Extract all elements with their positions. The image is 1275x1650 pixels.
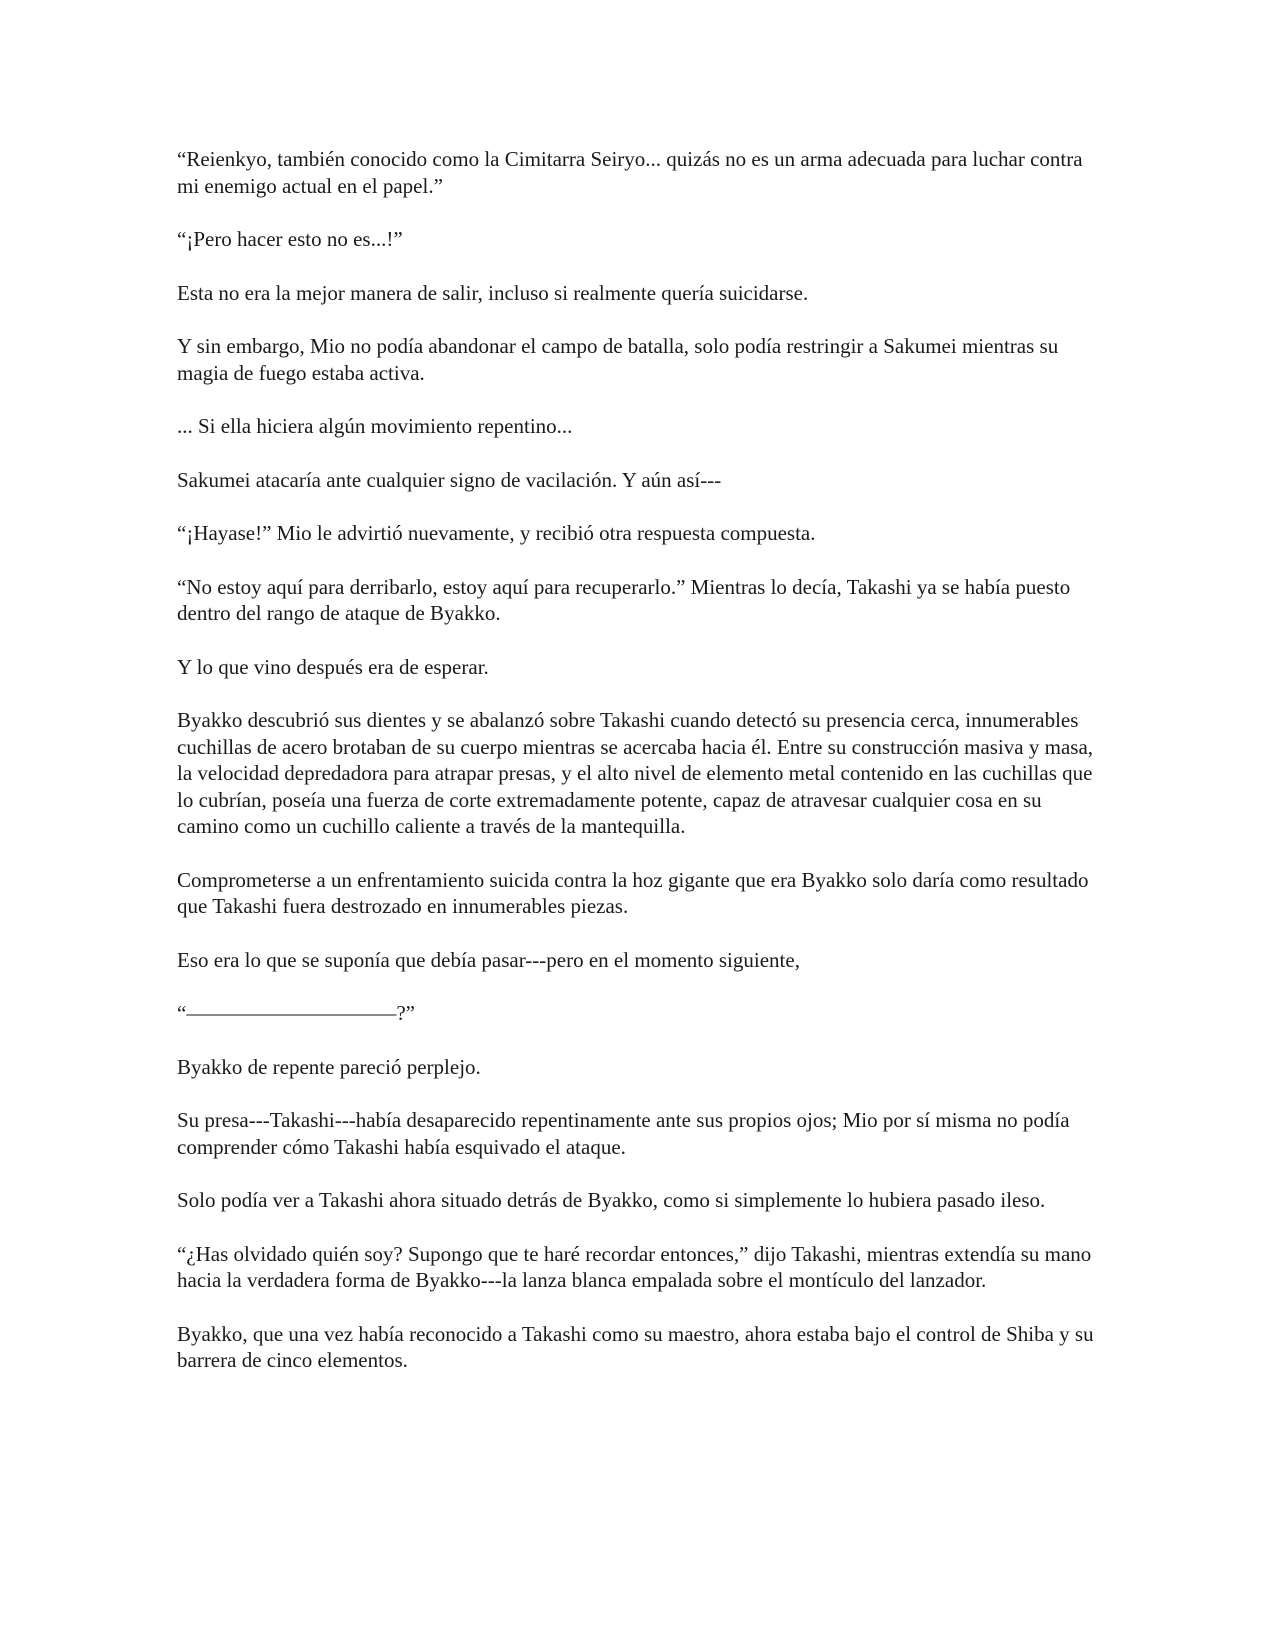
paragraph-12: Eso era lo que se suponía que debía pasar---pero en el momento siguiente, (177, 947, 800, 972)
paragraph-17: “¿Has olvidado quién soy? Supongo que te haré recordar entonces,” dijo Takashi, mientras extendía su mano hacia la verdadera forma de Byakko---la lanza blanca empalada sobre el montículo del lanzador. (177, 1241, 1092, 1292)
paragraph-13: “——————————?” (177, 1001, 415, 1025)
paragraph-11: Comprometerse a un enfrentamiento suicida contra la hoz gigante que era Byakko solo daría como resultado que Takashi fuera destrozado en innumerables piezas. (177, 867, 1089, 918)
paragraph-2: “¡Pero hacer esto no es...!” (177, 227, 403, 251)
paragraph-4: Y sin embargo, Mio no podía abandonar el campo de batalla, solo podía restringir a Sakumei mientras su magia de fuego estaba activa. (177, 334, 1059, 385)
paragraph-7: “¡Hayase!” Mio le advirtió nuevamente, y recibió otra respuesta compuesta. (177, 521, 816, 545)
paragraph-18: Byakko, que una vez había reconocido a Takashi como su maestro, ahora estaba bajo el control de Shiba y su barrera de cinco elementos. (177, 1321, 1094, 1372)
paragraph-16: Solo podía ver a Takashi ahora situado detrás de Byakko, como si simplemente lo hubiera pasado ileso. (177, 1188, 1046, 1212)
paragraph-9: Y lo que vino después era de esperar. (177, 654, 489, 679)
paragraph-15: Su presa---Takashi---había desaparecido repentinamente ante sus propios ojos; Mio por sí misma no podía comprender cómo Takashi había esquivado el ataque. (177, 1108, 1070, 1159)
document-page (177, 146, 1107, 1401)
paragraph-1: “Reienkyo, también conocido como la Cimitarra Seiryo... quizás no es un arma adecuada para luchar contra mi enemigo actual en el papel.” (177, 147, 1083, 198)
paragraph-10: Byakko descubrió sus dientes y se abalanzó sobre Takashi cuando detectó su presencia cerca, innumerables cuchillas de acero brotaban de su cuerpo mientras se acercaba hacia él. Entre su construcción masiva y masa, la velocidad depredadora para atrapar presas, y el alto nivel de elemento metal contenido en las cuchillas que lo cubrían, poseía una fuerza de corte extremadamente potente, capaz de atravesar cualquier cosa en su camino como un cuchillo caliente a través de la mantequilla. (177, 708, 1094, 838)
paragraph-14: Byakko de repente pareció perplejo. (177, 1054, 481, 1079)
paragraph-6: Sakumei atacaría ante cualquier signo de vacilación. Y aún así--- (177, 467, 722, 492)
paragraph-3: Esta no era la mejor manera de salir, incluso si realmente quería suicidarse. (177, 280, 809, 305)
paragraph-8: “No estoy aquí para derribarlo, estoy aquí para recuperarlo.” Mientras lo decía, Takashi ya se había puesto dentro del rango de ataque de Byakko. (177, 574, 1071, 625)
paragraph-5: ... Si ella hiciera algún movimiento repentino... (177, 414, 573, 438)
